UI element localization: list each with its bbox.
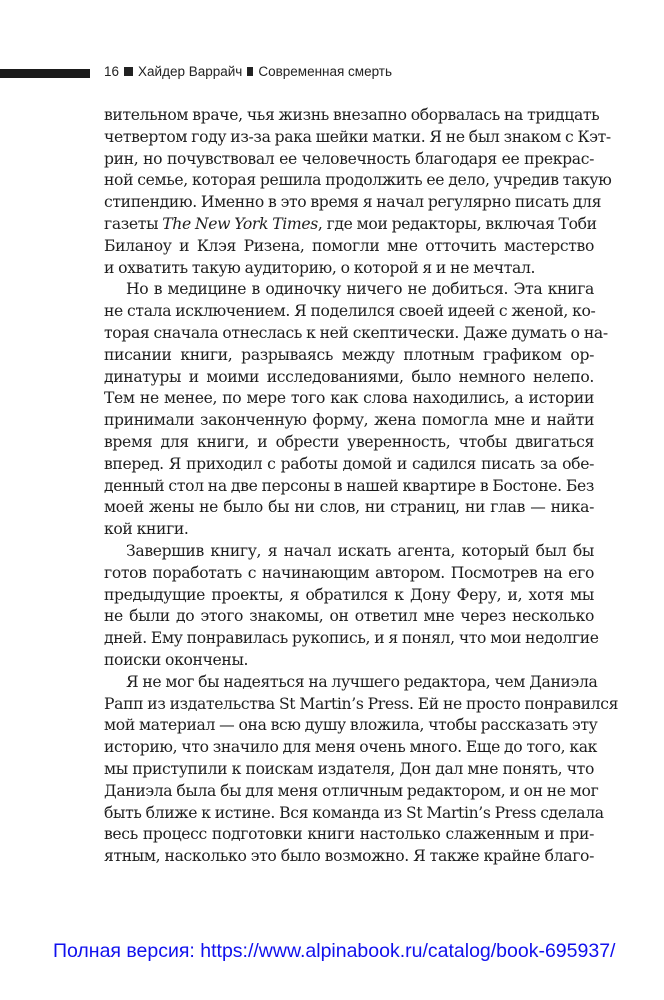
text-line: Тем не менее, по мере того как слова находились, а истории xyxy=(104,389,594,408)
text-line: дней. Ему понравилась рукопись, и я понял, что мои недолгие xyxy=(104,629,599,648)
text-line: писании книги, разрываясь между плотным графиком ор- xyxy=(104,345,594,364)
text-line: весь процесс подготовки книги настолько слаженным и при- xyxy=(104,825,594,844)
text-line: быть ближе к истине. Вся команда из St Martin’s Press сделала xyxy=(104,803,604,822)
header-author: Хайдер Варрайч xyxy=(138,64,243,79)
text-line: время для книги, и обрести уверенность, чтобы двигаться xyxy=(104,432,594,451)
text-line: поиски окончены. xyxy=(104,650,249,669)
text-line: принимали законченную форму, жена помогла мне и найти xyxy=(104,411,594,430)
text-line: Рапп из издательства St Martin’s Press. Ей не просто понравился xyxy=(104,694,619,713)
italic-title: The New York Times xyxy=(162,214,318,233)
text-line: торая сначала отнеслась к ней скептически. Даже думать о на- xyxy=(104,323,608,342)
paragraph xyxy=(104,105,612,279)
text-line: четвертом году из-за рака шейки матки. Я не был знаком с Кэт- xyxy=(104,127,611,146)
text-line: динатуры и моими исследованиями, было немного нелепо. xyxy=(104,367,594,386)
text-line: Завершив книгу, я начал искать агента, который был бы xyxy=(126,541,594,560)
header-book-title: Современная смерть xyxy=(258,64,393,79)
paragraph xyxy=(104,672,619,868)
text-line: ятным, насколько это было возможно. Я также крайне благо- xyxy=(104,847,594,866)
page-number: 16 xyxy=(104,64,120,79)
text-line: ной семье, которая решила продолжить ее дело, учредив такую xyxy=(104,171,612,190)
text-line: моей жены не было бы ни слов, ни страниц, ни глав — ника- xyxy=(104,498,594,517)
text-segment: газеты xyxy=(104,214,163,233)
paragraph xyxy=(104,279,608,541)
separator-square-icon xyxy=(124,67,133,76)
header-decorative-bar xyxy=(0,69,90,78)
text-line xyxy=(104,214,597,236)
text-line: вительном враче, чья жизнь внезапно оборвалась на тридцать xyxy=(104,106,600,124)
paragraph xyxy=(104,541,599,672)
text-line: Я не мог бы надеяться на лучшего редактора, чем Даниэла xyxy=(126,672,598,691)
running-header xyxy=(104,64,392,79)
body-text xyxy=(104,105,619,868)
text-line: мой материал — она всю душу вложила, чтобы рассказать эту xyxy=(104,716,598,735)
text-line: рин, но почувствовал ее человечность благодаря ее прекрас- xyxy=(104,149,594,168)
separator-square-icon xyxy=(247,67,253,76)
text-line: предыдущие проекты, я обратился к Дону Феру, и, хотя мы xyxy=(104,585,594,604)
text-line: не были до этого знакомы, он ответил мне через несколько xyxy=(104,607,594,626)
text-segment: , где мои редакторы, включая Тоби xyxy=(317,214,597,233)
text-line: кой книги. xyxy=(104,520,189,539)
text-line: мы приступили к поискам издателя, Дон дал мне понять, что xyxy=(104,759,594,778)
text-line: стипендию. Именно в это время я начал регулярно писать для xyxy=(104,193,602,212)
text-line: готов поработать с начинающим автором. Посмотрев на его xyxy=(104,563,594,582)
text-line: историю, что значило для меня очень много. Еще до того, как xyxy=(104,738,598,757)
text-line: денный стол на две персоны в нашей квартире в Бостоне. Без xyxy=(104,476,594,495)
text-line: вперед. Я приходил с работы домой и садился писать за обе- xyxy=(104,454,594,473)
text-line: и охватить такую аудиторию, о которой я и не мечтал. xyxy=(104,258,536,277)
text-line: не стала исключением. Я поделился своей идеей с женой, ко- xyxy=(104,302,596,321)
text-line: Но в медицине в одиночку ничего не добиться. Эта книга xyxy=(126,280,594,299)
text-line: Даниэла была бы для меня отличным редактором, и он не мог xyxy=(104,781,599,800)
text-line: Биланоу и Клэя Ризена, помогли мне отточить мастерство xyxy=(104,236,594,255)
full-version-link[interactable]: Полная версия: https://www.alpinabook.ru/catalog/book-695937/ xyxy=(53,940,616,962)
